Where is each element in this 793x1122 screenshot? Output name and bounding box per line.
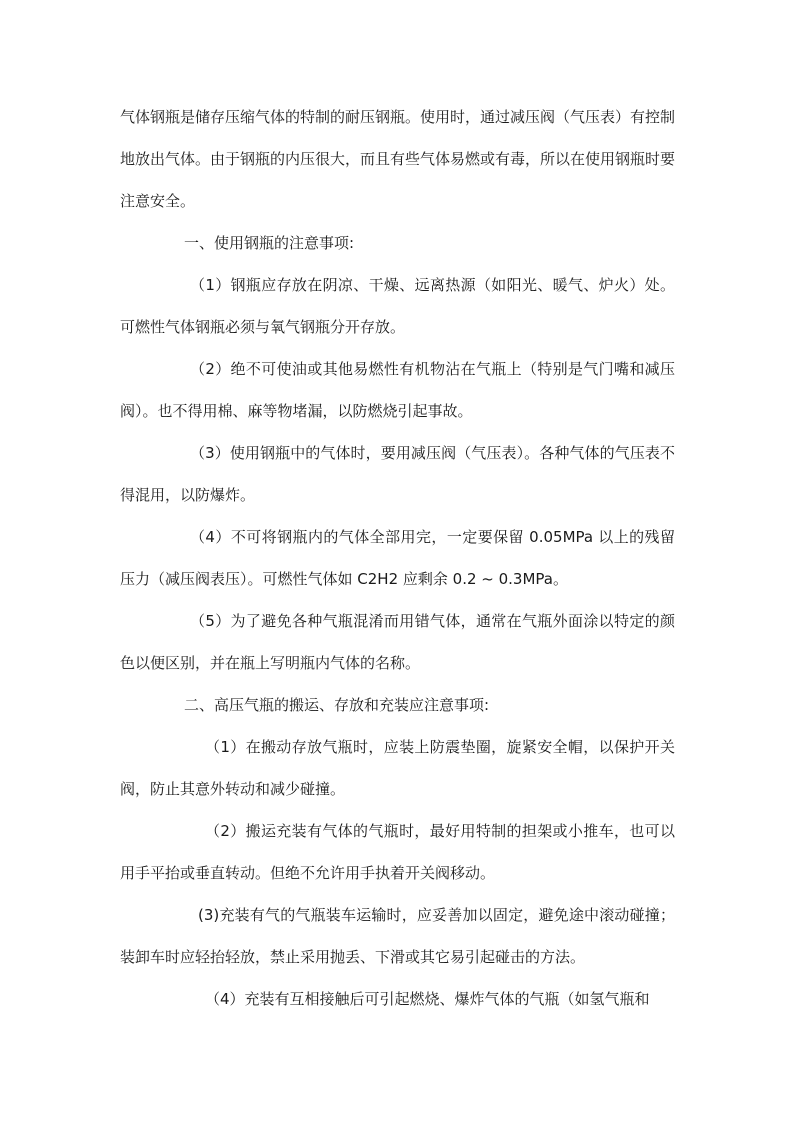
section-heading-1: 一、使用钢瓶的注意事项: <box>184 234 355 252</box>
document-body <box>120 96 675 1020</box>
intro-paragraph: 气体钢瓶是储存压缩气体的特制的耐压钢瓶。使用时，通过减压阀（气压表）有控制地放出气体。由于钢瓶的内压很大，而且有些气体易燃或有毒，所以在使用钢瓶时要注意安全。 <box>120 108 676 210</box>
list-item: （1）钢瓶应存放在阴凉、干燥、远离热源（如阳光、暖气、炉火）处。可燃性气体钢瓶必须与氧气钢瓶分开存放。 <box>120 276 675 336</box>
list-item: （3）使用钢瓶中的气体时，要用减压阀（气压表）。各种气体的气压表不得混用，以防爆炸。 <box>120 444 675 504</box>
list-item: （4）不可将钢瓶内的气体全部用完，一定要保留 0.05MPa 以上的残留压力（减压阀表压）。可燃性气体如 C2H2 应剩余 0.2 ~ 0.3MPa。 <box>120 528 675 588</box>
list-item: （2）绝不可使油或其他易燃性有机物沾在气瓶上（特别是气门嘴和减压阀）。也不得用棉、麻等物堵漏，以防燃烧引起事故。 <box>120 360 675 420</box>
section-heading-2: 二、高压气瓶的搬运、存放和充装应注意事项: <box>184 696 490 714</box>
list-item: (3)充装有气的气瓶装车运输时，应妥善加以固定，避免途中滚动碰撞；装卸车时应轻抬轻放，禁止采用抛丢、下滑或其它易引起碰击的方法。 <box>120 906 675 966</box>
list-item: （4）充装有互相接触后可引起燃烧、爆炸气体的气瓶（如氢气瓶和 <box>205 990 650 1008</box>
list-item: （1）在搬动存放气瓶时，应装上防震垫圈，旋紧安全帽，以保护开关阀，防止其意外转动和减少碰撞。 <box>120 738 675 798</box>
list-item: （2）搬运充装有气体的气瓶时，最好用特制的担架或小推车，也可以用手平抬或垂直转动。但绝不允许用手执着开关阀移动。 <box>120 822 675 882</box>
list-item: （5）为了避免各种气瓶混淆而用错气体，通常在气瓶外面涂以特定的颜色以便区别，并在瓶上写明瓶内气体的名称。 <box>120 612 675 672</box>
